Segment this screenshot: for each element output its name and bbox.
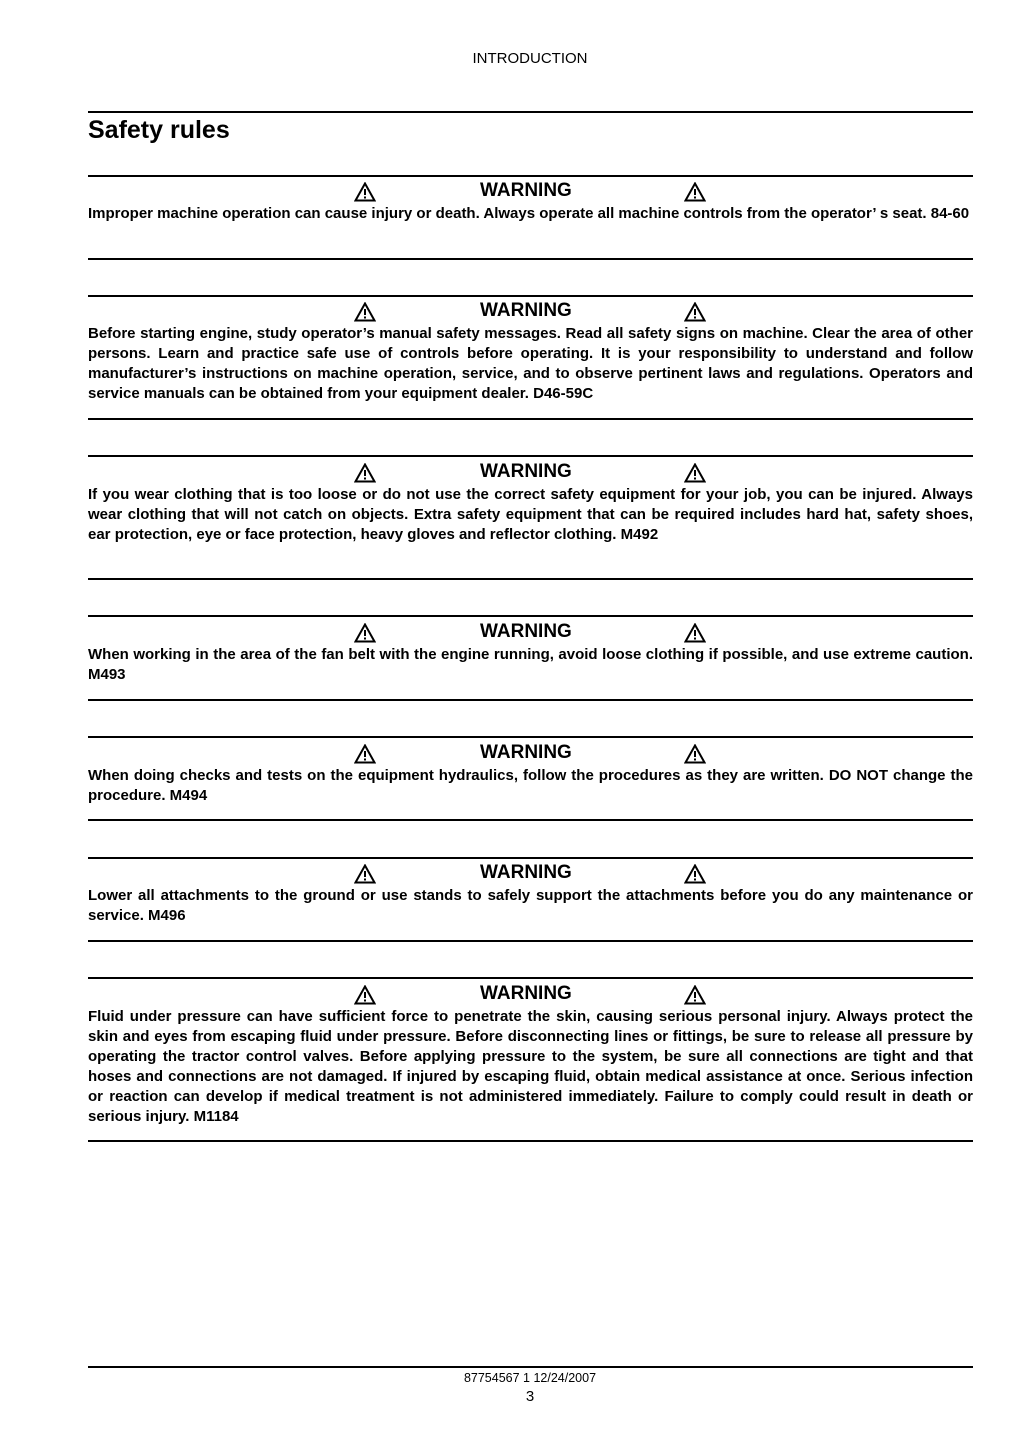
warning-triangle-icon (684, 182, 706, 202)
warning-triangle-icon (354, 182, 376, 202)
warning-triangle-icon (354, 623, 376, 643)
footer-rule (88, 1366, 973, 1368)
warning-triangle-icon (354, 744, 376, 764)
warning-7-bottom-rule (88, 1140, 973, 1142)
warning-label: WARNING (480, 742, 572, 763)
warning-label: WARNING (480, 300, 572, 321)
warning-triangle-icon (354, 463, 376, 483)
warning-triangle-icon (684, 744, 706, 764)
warning-label: WARNING (480, 621, 572, 642)
warning-1-heading (88, 180, 973, 204)
warning-5-heading (88, 742, 973, 766)
warning-4-text: When working in the area of the fan belt with the engine running, avoid loose clothing if possible, and use extreme caution. M493 (88, 646, 973, 683)
warning-4-heading (88, 621, 973, 645)
warning-triangle-icon (354, 985, 376, 1005)
warning-2-text: Before starting engine, study operator’s manual safety messages. Read all safety signs on machine. Clear the area of other persons. Learn and practice safe use of controls before operating. It is your responsibility to understand and follow manufacturer’s instructions on machine operation, service, and to observe pertinent laws and regulations. Operators and service manuals can be obtained from your equipment dealer. D46-59C (88, 325, 973, 402)
warning-3-text: If you wear clothing that is too loose or do not use the correct safety equipment for your job, you can be injured. Always wear clothing that will not catch on objects. Extra safety equipment that can be required includes hard hat, safety shoes, ear protection, eye or face protection, heavy gloves and reflector clothing. M492 (88, 486, 973, 543)
warning-6-text: Lower all attachments to the ground or use stands to safely support the attachments before you do any maintenance or service. M496 (88, 887, 973, 924)
document-code: 87754567 1 12/24/2007 (463, 1371, 597, 1385)
warning-2-top-rule (88, 295, 973, 297)
warning-5-top-rule (88, 736, 973, 738)
warning-2-bottom-rule (88, 418, 973, 420)
warning-4-bottom-rule (88, 699, 973, 701)
page-title: Safety rules (88, 116, 230, 144)
warning-5-text: When doing checks and tests on the equipment hydraulics, follow the procedures as they are written. DO NOT change the procedure. M494 (88, 767, 973, 804)
warning-6-bottom-rule (88, 940, 973, 942)
warning-2-heading (88, 300, 973, 324)
warning-5-bottom-rule (88, 819, 973, 821)
title-top-rule (88, 111, 973, 113)
warning-triangle-icon (354, 302, 376, 322)
warning-label: WARNING (480, 862, 572, 883)
warning-6-heading (88, 862, 973, 886)
warning-4-top-rule (88, 615, 973, 617)
warning-1-text: Improper machine operation can cause injury or death. Always operate all machine controls from the operator’ s seat. 84-60 (88, 205, 970, 222)
warning-label: WARNING (480, 180, 572, 201)
warning-triangle-icon (684, 985, 706, 1005)
warning-1-bottom-rule (88, 258, 973, 260)
warning-triangle-icon (684, 864, 706, 884)
page-number: 3 (525, 1388, 535, 1405)
warning-6-top-rule (88, 857, 973, 859)
warning-3-bottom-rule (88, 578, 973, 580)
warning-triangle-icon (354, 864, 376, 884)
warning-label: WARNING (480, 461, 572, 482)
warning-triangle-icon (684, 463, 706, 483)
section-header: INTRODUCTION (472, 50, 588, 67)
warning-3-top-rule (88, 455, 973, 457)
warning-1-top-rule (88, 175, 973, 177)
warning-3-heading (88, 461, 973, 485)
warning-triangle-icon (684, 623, 706, 643)
warning-triangle-icon (684, 302, 706, 322)
warning-7-text: Fluid under pressure can have sufficient force to penetrate the skin, causing serious personal injury. Always protect the skin and eyes from escaping fluid under pressure. Before disconnecting lines or fittings, be sure to release all pressure by operating the tractor control valves. Before applying pressure to the system, be sure all connections are tight and that hoses and connections are not damaged. If injured by escaping fluid, obtain medical assistance at once. Serious infection or reaction can develop if medical treatment is not administered immediately. Failure to comply could result in death or serious injury. M1184 (88, 1008, 973, 1125)
warning-label: WARNING (480, 983, 572, 1004)
warning-7-top-rule (88, 977, 973, 979)
warning-7-heading (88, 983, 973, 1007)
